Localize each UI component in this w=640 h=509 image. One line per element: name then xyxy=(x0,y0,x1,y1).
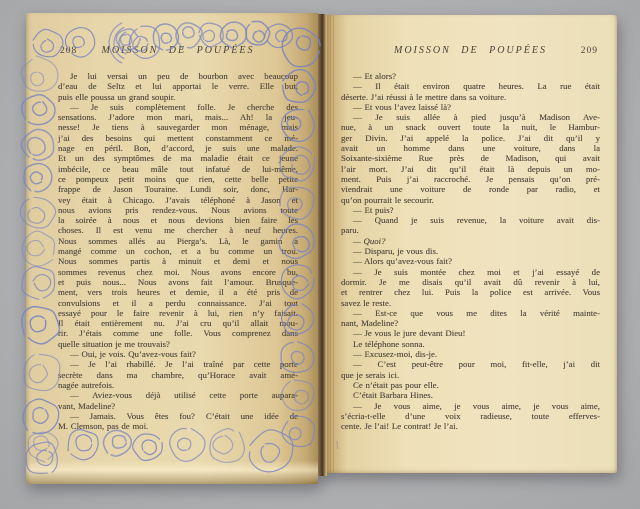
text-line: Il était entièrement nu. J’ai cru qu’il allait mou- xyxy=(58,318,298,329)
page-number-left: 208 xyxy=(60,46,78,56)
page-left xyxy=(26,13,318,484)
text-line: cente. Je l’ai! Le contrat! Je l’ai. xyxy=(341,421,458,432)
text-line: rir. J’étais comme une folle. Vous comprenez dans xyxy=(58,328,298,339)
text-line: essayé pour le faire revenir à lui, rien n’y faisait. xyxy=(58,307,298,318)
text-line: — Je vous le jure devant Dieu! xyxy=(353,328,466,339)
text-line: avait un homme dans une voiture, dans la xyxy=(341,143,600,154)
text-line: nesse! Je tiens à sauvegarder mon ménage, mais xyxy=(58,122,298,133)
text-line: viendrait une voiture de ronde par radio, et xyxy=(341,184,600,195)
text-line: vey était à Chicago. J’avais téléphoné à Jason et xyxy=(58,194,298,205)
text-line: qu’on pourrait le secourir. xyxy=(341,194,434,205)
text-line: sommes revenus chez moi. Nous avons encore bu, xyxy=(58,266,298,277)
text-line: mangé comme un cochon, et a bu comme un trou. xyxy=(58,246,298,257)
text-line: M. Clemson, pas de moi. xyxy=(58,421,149,432)
text-line: frappe de Jason Touraine. Lundi soir, donc, Har- xyxy=(58,184,298,195)
text-line: — Je l’ai rhabillé. Je l’ai traîné par cette porte xyxy=(70,359,298,370)
text-line: — Je suis allée à pied jusqu’à Madison Ave- xyxy=(353,112,600,123)
text-line: Et un des symptômes de ma maladie était ce jeune xyxy=(58,153,298,164)
text-line: choses. Il est venu me chercher à neuf heures. xyxy=(58,225,298,236)
text-line: — Aviez-vous déjà utilisé cette porte aupara- xyxy=(70,390,298,401)
text-line: nagée autrefois. xyxy=(58,379,115,390)
page-number-right: 209 xyxy=(580,46,598,56)
text-line: la soirée à nous et nous devions bien faire les xyxy=(58,215,298,226)
text-line: déserte. J’ai réussi à le mettre dans sa voiture. xyxy=(341,91,507,102)
text-line: — Il était environ quatre heures. La rue était xyxy=(353,81,600,92)
text-line: quelle situation je me trouvais? xyxy=(58,338,170,349)
text-line: j’ai des besoins qui mettent constamment ce mé- xyxy=(58,132,298,143)
text-line: Je lui versai un peu de bourbon avec beaucoup xyxy=(70,71,298,81)
text-line: d’eau de Seltz et lui apportai le verre. Elle but, xyxy=(58,81,298,92)
text-line: savez le reste. xyxy=(341,297,392,308)
text-line: — Je suis montée chez moi et j’ai essayé de xyxy=(353,266,600,277)
text-line: sensations. J’adore mon mari, mais... Ah! la jeu- xyxy=(58,112,298,123)
text-line: nous avions pris rendez-vous. Nous avions toute xyxy=(58,204,298,215)
text-line: — Oui, je vois. Qu’avez-vous fait? xyxy=(70,349,196,360)
page-right-body xyxy=(341,71,600,431)
text-line: Le téléphone sonna. xyxy=(353,338,425,349)
text-line: et rentrer chez lui. Puis la police est arrivée. Vous xyxy=(341,287,600,298)
text-line: ment. Puis j’ai raccroché. Je pensais qu’on pré- xyxy=(341,173,600,184)
text-line: nage en péril. Bon, d’accord, je suis une malade. xyxy=(58,143,298,154)
text-line: Nous sommes allés au Pierga’s. Là, le gamin a xyxy=(58,235,298,246)
text-line: — Je suis complètement folle. Je cherche des xyxy=(70,101,298,112)
page-right-header xyxy=(341,45,600,57)
text-line: et puis nous... Nous avons fait l’amour. Brusque- xyxy=(58,276,298,287)
page-left-body xyxy=(58,71,298,431)
text-line: Soixante-sixième Rue près de Madison, qui avait xyxy=(341,153,600,164)
page-right-text-column xyxy=(341,45,600,431)
text-line: l’air mort. J’ai dit qu’il était là depuis un mo- xyxy=(341,163,600,174)
text-line: ce pompeux petit moins que rien, cette belle petite xyxy=(58,173,298,184)
text-line: vant, Madeline? xyxy=(58,400,116,411)
page-left-header xyxy=(58,45,298,57)
text-line: nue, à un snack ouvert toute la nuit, le Hambur- xyxy=(341,122,600,133)
text-line: Nous sommes partis à minuit et demi et nous xyxy=(58,256,298,267)
text-line: — C’est peut-être pour moi, fit-elle, j’ai dit xyxy=(353,359,600,370)
text-line: — Et puis? xyxy=(353,204,394,215)
text-line: — Excusez-moi, dis-je. xyxy=(353,349,438,360)
running-title-left: MOISSON DE POUPÉES xyxy=(101,45,255,56)
text-line: Ce n’était pas pour elle. xyxy=(353,379,439,390)
text-line: — Alors qu’avez-vous fait? xyxy=(353,256,452,267)
book-gutter xyxy=(318,14,327,476)
text-line: dormir. Je me disais qu’il avait dû revenir à lui, xyxy=(341,276,600,287)
text-line: — Et vous l’avez laissé là? xyxy=(353,101,452,112)
text-line: — Et alors? xyxy=(353,71,397,81)
text-line: secrète dans ma chambre, qu’Horace avait amé- xyxy=(58,369,298,380)
text-line: ger Divin. J’ai appelé la police. J’ai dit qu’il y xyxy=(341,132,600,143)
running-title-right: MOISSON DE POUPÉES xyxy=(394,45,547,56)
text-line: — Jamais. Vous êtes fou? C’était une idée de xyxy=(70,410,298,421)
text-line: que je serais ici. xyxy=(341,369,400,380)
text-line: C’était Barbara Hines. xyxy=(353,390,433,401)
text-line: puis elle poussa un grand soupir. xyxy=(58,91,176,102)
open-book xyxy=(26,13,617,484)
text-line: — Est-ce que vous me dites la vérité mainte- xyxy=(353,307,600,318)
text-line: — Disparu, je vous dis. xyxy=(353,246,439,257)
page-right xyxy=(327,15,617,473)
text-line: ment, vers trois heures et demie, il a été pris de xyxy=(58,287,298,298)
text-line: s’écria-t-elle d’une voix radieuse, toute efferves- xyxy=(341,410,600,421)
text-line: convulsions et il a perdu connaissance. J’ai tout xyxy=(58,297,298,308)
text-line: paru. xyxy=(341,225,359,236)
text-line: nant, Madeline? xyxy=(341,318,399,329)
page-left-text-column xyxy=(58,45,298,431)
text-line: — Quoi? xyxy=(353,235,386,246)
text-line: imbécile, ce beau mâle tout infatué de lui-même, xyxy=(58,163,298,174)
text-line: — Je vous aime, je vous aime, je vous aime, xyxy=(353,400,600,411)
text-line: — Quand je suis revenue, la voiture avait dis- xyxy=(353,215,600,226)
